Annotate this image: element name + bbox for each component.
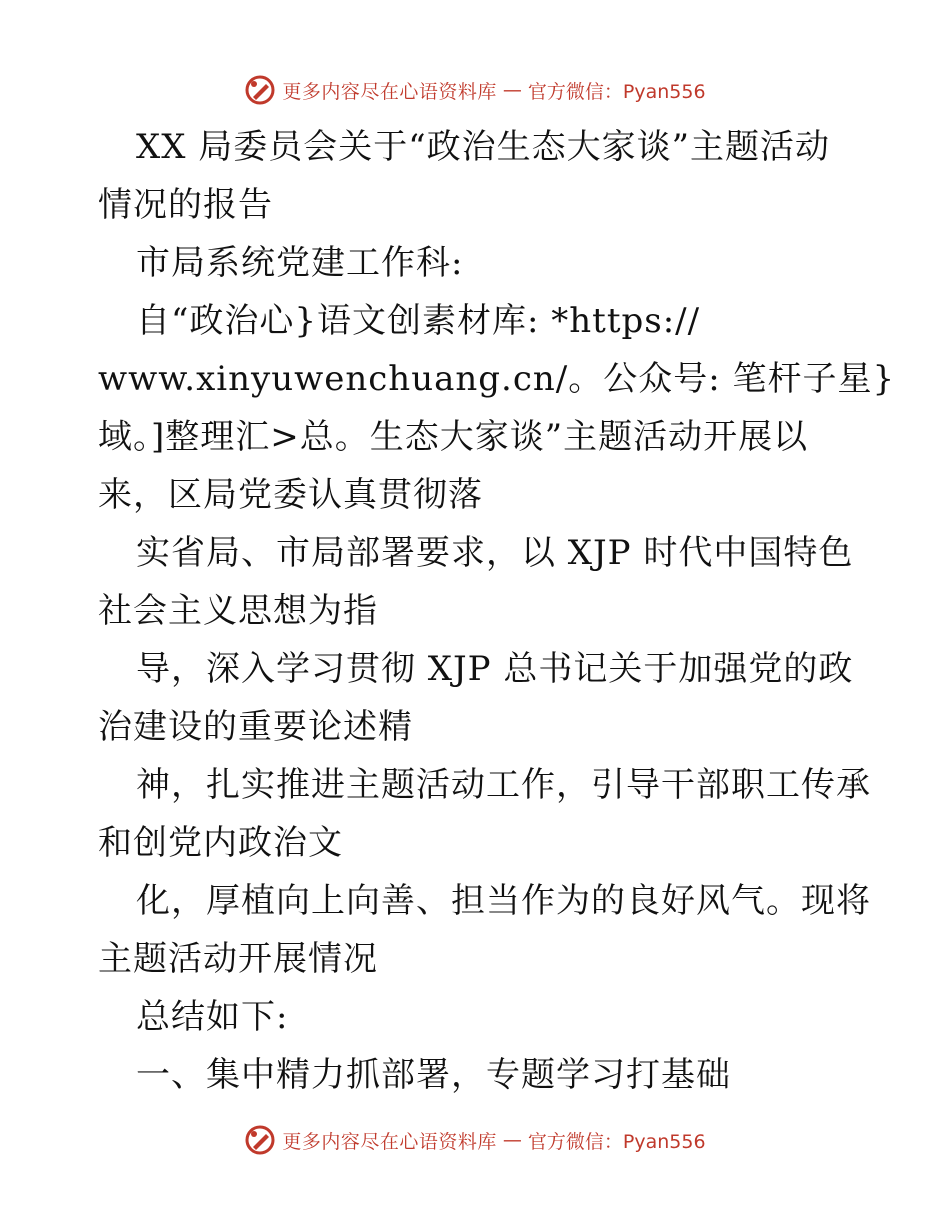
- watermark-separator: —: [502, 1129, 522, 1151]
- title-line-1: XX 局委员会关于“政治生态大家谈”主题活动: [136, 127, 830, 167]
- paragraph-line: 来，区局党委认真贯彻落: [98, 475, 483, 515]
- paragraph-line: 治建设的重要论述精: [98, 707, 413, 747]
- section-heading: 一、集中精力抓部署，专题学习打基础: [136, 1055, 731, 1095]
- pen-circle-logo-icon: [244, 1124, 276, 1156]
- watermark-separator: —: [502, 79, 522, 101]
- watermark-text: 更多内容尽在心语资料库: [282, 1130, 497, 1153]
- paragraph-line: 社会主义思想为指: [98, 591, 378, 631]
- paragraph-line: 实省局、市局部署要求，以 XJP 时代中国特色: [136, 533, 854, 573]
- paragraph-line: 和创党内政治文: [98, 823, 343, 863]
- paragraph-line: 化，厚植向上向善、担当作为的良好风气。现将: [136, 881, 871, 921]
- document-body: [98, 118, 896, 1104]
- paragraph-line: 域。]整理汇>总。生态大家谈”主题活动开展以: [98, 417, 809, 457]
- header-watermark: [0, 70, 950, 110]
- paragraph-line: 自“政治心}语文创素材库: *https://: [136, 301, 701, 341]
- watermark-official: 官方微信：Pyan556: [527, 1130, 706, 1153]
- footer-watermark: [0, 1120, 950, 1160]
- paragraph-line: www.xinyuwenchuang.cn/。公众号: 笔杆子星}: [98, 359, 896, 399]
- title-line-2: 情况的报告: [98, 185, 273, 225]
- paragraph-line: 导，深入学习贯彻 XJP 总书记关于加强党的政: [136, 649, 854, 689]
- pen-circle-logo-icon: [244, 74, 276, 106]
- paragraph-line: 主题活动开展情况: [98, 939, 378, 979]
- watermark-text: 更多内容尽在心语资料库: [282, 80, 497, 103]
- paragraph-line: 总结如下:: [136, 997, 289, 1037]
- paragraph-line: 神，扎实推进主题活动工作，引导干部职工传承: [136, 765, 871, 805]
- recipient-line: 市局系统党建工作科:: [136, 243, 464, 283]
- watermark-official: 官方微信：Pyan556: [527, 80, 706, 103]
